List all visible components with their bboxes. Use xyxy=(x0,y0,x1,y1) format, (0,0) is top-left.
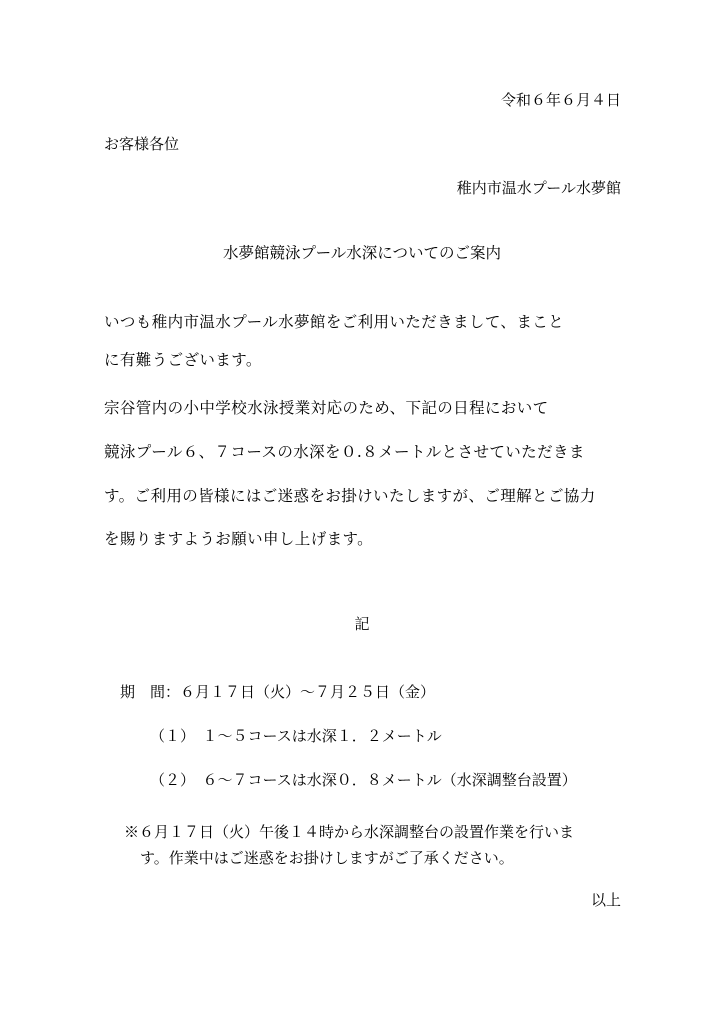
body-line: に有難うございます。 xyxy=(104,351,262,369)
body-line: 競泳プール６、７コースの水深を０.８メートルとさせていただきま xyxy=(104,443,585,461)
closing-word: 以上 xyxy=(590,891,621,909)
document-date: 令和６年６月４日 xyxy=(500,91,621,109)
sender-name: 稚内市温水プール水夢館 xyxy=(456,179,621,197)
ki-heading: 記 xyxy=(354,615,370,633)
body-line: を賜りますようお願い申し上げます。 xyxy=(104,530,374,548)
document-title: 水夢館競泳プール水深についてのご案内 xyxy=(223,244,501,262)
detail-item: （２） ６～７コースは水深０．８メートル（水深調整台設置） xyxy=(150,771,577,789)
addressee: お客様各位 xyxy=(104,135,180,153)
period-line: 期 間：６月１７日（火）～７月２５日（金） xyxy=(120,683,436,701)
body-line: いつも稚内市温水プール水夢館をご利用いただきまして、まこと xyxy=(104,313,565,331)
detail-item: （１） １～５コースは水深１．２メートル xyxy=(150,727,442,745)
note-line: す。作業中はご迷惑をお掛けしますがご了承ください。 xyxy=(140,849,514,867)
note-line: ※６月１７日（火）午後１４時から水深調整台の設置作業を行いま xyxy=(124,823,575,841)
body-line: 宗谷管内の小中学校水泳授業対応のため、下記の日程において xyxy=(104,399,549,417)
body-line: す。ご利用の皆様にはご迷惑をお掛けいたしますが、ご理解とご協力 xyxy=(104,487,596,505)
